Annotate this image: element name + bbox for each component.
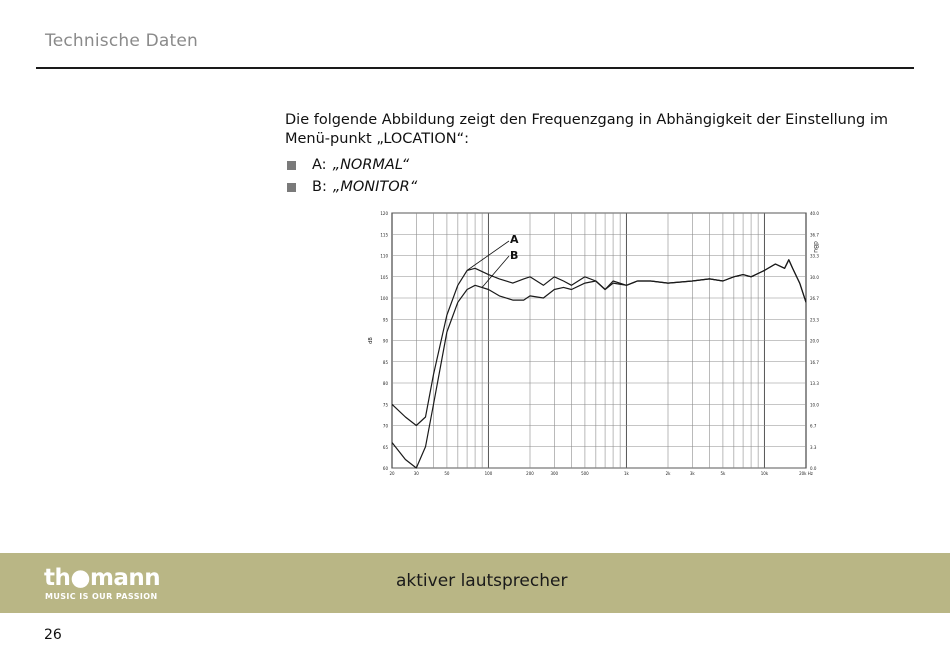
x-tick-label: 1k <box>624 471 629 476</box>
thomann-logo: th●mann <box>44 565 161 591</box>
x-tick-label: 3k <box>689 471 695 476</box>
logo-tagline: MUSIC IS OUR PASSION <box>45 592 158 601</box>
page-number: 26 <box>44 627 62 643</box>
page-header-title: Technische Daten <box>45 31 199 51</box>
y-tick-label: 70 <box>382 423 388 429</box>
legend-value: „NORMAL“ <box>332 157 410 173</box>
legend-letter: A: <box>312 157 327 173</box>
x-tick-label: 300 <box>550 471 559 476</box>
legend-letter: B: <box>312 179 327 195</box>
y2-tick-label: 0.0 <box>810 466 817 471</box>
x-tick-label: 20 <box>389 471 395 476</box>
y2-axis-label: dBu <box>812 241 819 253</box>
footer-product-name: aktiver lautsprecher <box>396 571 568 591</box>
y-tick-label: 115 <box>380 232 388 238</box>
y2-tick-label: 26.7 <box>810 296 819 301</box>
square-bullet-icon <box>287 161 296 170</box>
y-tick-label: 105 <box>380 274 388 280</box>
y2-tick-label: 13.3 <box>810 381 819 386</box>
y-tick-label: 85 <box>382 359 388 365</box>
y-tick-label: 60 <box>382 466 388 471</box>
x-tick-label: 200 <box>526 471 534 476</box>
legend-value: „MONITOR“ <box>332 179 418 195</box>
x-tick-label: 10k <box>760 471 769 476</box>
y-axis-label: dB <box>368 337 374 344</box>
legend-item-b <box>287 179 417 195</box>
y2-tick-label: 20.0 <box>810 338 819 344</box>
y2-tick-label: 10.0 <box>810 402 819 408</box>
x-tick-label: 30 <box>413 471 419 476</box>
y-tick-label: 95 <box>382 317 388 323</box>
annotation-label-a: A <box>510 233 519 246</box>
y-tick-label: 65 <box>382 444 388 450</box>
y-tick-label: 110 <box>380 253 388 259</box>
y-tick-label: 75 <box>382 402 388 408</box>
intro-paragraph: Die folgende Abbildung zeigt den Frequenzgang in Abhängigkeit der Einstellung im Menü-punkt „LOCATION“: <box>285 112 889 147</box>
y2-tick-label: 33.3 <box>810 253 819 259</box>
y2-tick-label: 36.7 <box>810 232 819 238</box>
y2-tick-label: 40.0 <box>810 211 819 216</box>
x-tick-label: 2k <box>665 471 671 476</box>
y2-tick-label: 16.7 <box>810 359 819 365</box>
legend-item-a <box>287 157 409 173</box>
square-bullet-icon <box>287 183 296 192</box>
y-tick-label: 90 <box>382 338 388 344</box>
y-tick-label: 100 <box>380 296 388 301</box>
x-tick-label: 5k <box>720 471 726 476</box>
x-tick-label: 50 <box>444 471 450 476</box>
y2-tick-label: 6.7 <box>810 423 817 429</box>
annotation-label-b: B <box>510 249 519 262</box>
header-divider <box>36 67 914 69</box>
x-tick-label: 500 <box>581 471 589 476</box>
y2-tick-label: 30.0 <box>810 274 819 280</box>
x-tick-label: 100 <box>484 471 493 476</box>
x-tick-label: 20k Hz <box>799 471 813 476</box>
y2-tick-label: 23.3 <box>810 317 819 323</box>
y-tick-label: 120 <box>380 211 388 216</box>
y-tick-label: 80 <box>382 381 388 386</box>
y2-tick-label: 3.3 <box>810 444 817 450</box>
frequency-response-chart <box>362 206 824 481</box>
